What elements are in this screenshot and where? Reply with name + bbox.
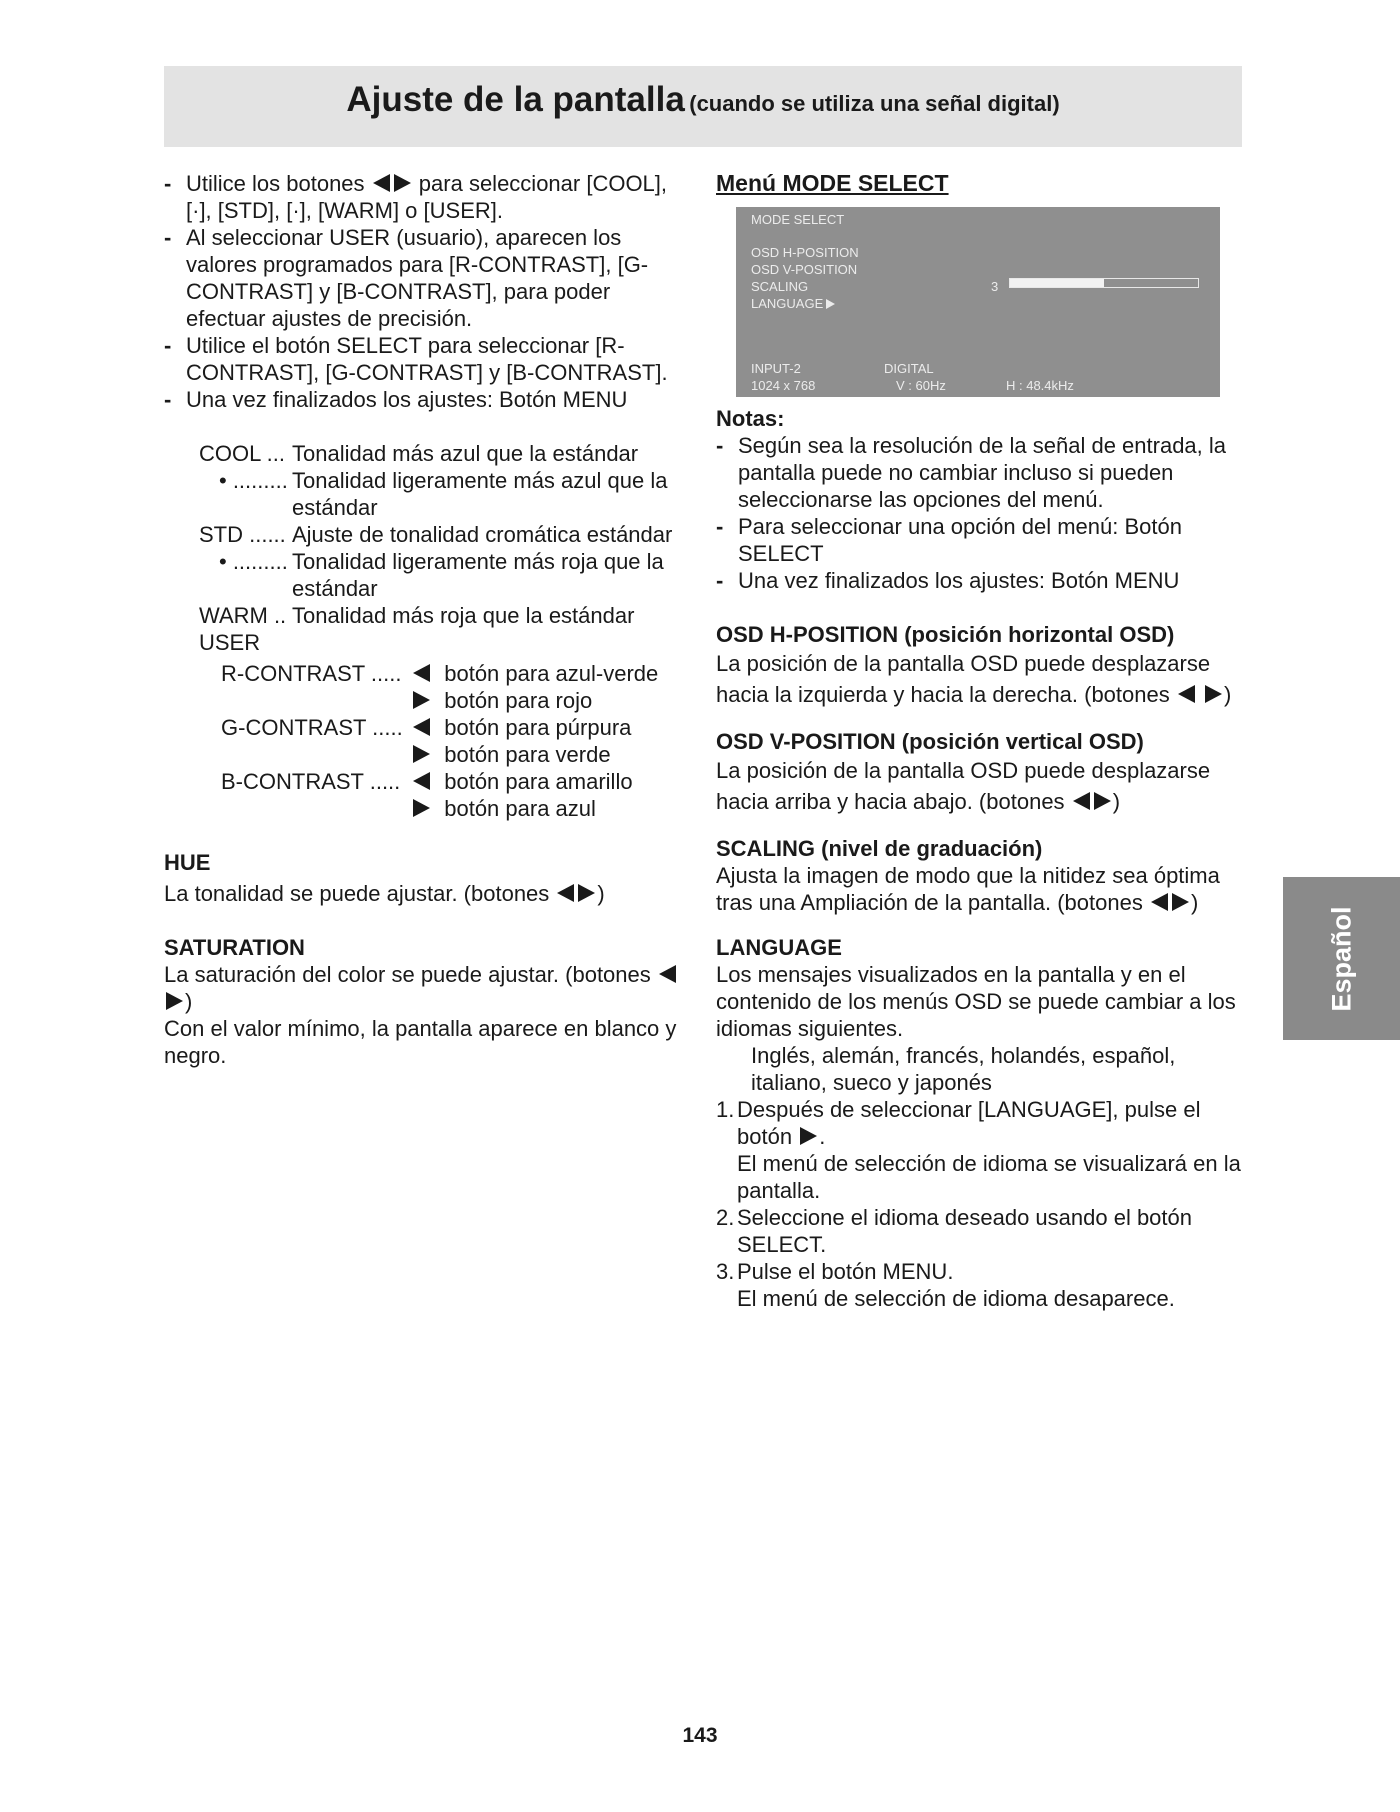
left-column (164, 170, 694, 1069)
hpos-heading: OSD H-POSITION (posición horizontal OSD) (716, 622, 1175, 647)
osd-item: SCALING (751, 279, 809, 294)
saturation-note: Con el valor mínimo, la pantalla aparece en blanco y negro. (164, 1016, 677, 1068)
osd-item: OSD V-POSITION (751, 262, 858, 277)
osd-title: MODE SELECT (751, 212, 845, 227)
right-arrow-icon (578, 884, 595, 902)
osd-item: LANGUAGE (751, 295, 859, 312)
left-arrow-icon (659, 965, 676, 983)
language-side-tab: Español (1283, 877, 1400, 1040)
left-arrow-icon (557, 884, 574, 902)
contrast-row: R-CONTRAST ..... botón para azul-verde (221, 661, 659, 686)
right-arrow-icon (413, 799, 430, 817)
language-heading: LANGUAGE (716, 935, 842, 960)
right-arrow-icon (394, 174, 411, 192)
left-arrow-icon (1073, 792, 1090, 810)
page-header (164, 66, 1242, 147)
note-item: - Según sea la resolución de la señal de entrada, la pantalla puede no cambiar incluso si pueden seleccionarse las opciones del menú. (716, 433, 1227, 512)
note-item: - Una vez finalizados los ajustes: Botón MENU (716, 568, 1180, 593)
osd-status: INPUT-2 DIGITAL 1024 x 768 V : 60Hz H : 48.4kHz (751, 361, 1074, 393)
bullet-item: - Una vez finalizados los ajustes: Botón MENU (164, 387, 628, 412)
bullet-item: - Al seleccionar USER (usuario), aparecen los valores programados para [R-CONTRAST], [G-CONTRAST] y [B-CONTRAST], para poder efectuar ajustes de precisión. (164, 225, 649, 331)
scaling-heading: SCALING (nivel de graduación) (716, 836, 1043, 861)
left-arrow-icon (413, 664, 430, 682)
tone-row: COOL ... Tonalidad más azul que la estándar (199, 441, 639, 466)
osd-scaling-bar (1009, 278, 1199, 288)
saturation-text: La saturación del color se puede ajustar. (botones ) (164, 961, 694, 1015)
language-list: Inglés, alemán, francés, holandés, español, italiano, sueco y japonés (751, 1043, 1176, 1095)
right-arrow-icon (1205, 685, 1222, 703)
left-arrow-icon (413, 772, 430, 790)
right-arrow-icon (413, 745, 430, 763)
osd-menu (751, 244, 859, 312)
osd-scaling-fill (1010, 279, 1104, 287)
bullet-item: - Utilice los botones para seleccionar [COOL], [·], [STD], [·], [WARM] o [USER]. (164, 171, 668, 223)
language-text: Los mensajes visualizados en la pantalla y en el contenido de los menús OSD se puede cambiar a los idiomas siguientes. (716, 962, 1236, 1041)
bullet-item: - Utilice el botón SELECT para seleccionar [R-CONTRAST], [G-CONTRAST] y [B-CONTRAST]. (164, 333, 668, 385)
hpos-text: La posición de la pantalla OSD puede desplazarse hacia la izquierda y hacia la derecha. (botones ) (716, 651, 1232, 707)
tone-row: • ......... Tonalidad ligeramente más azul que la estándar (219, 468, 668, 520)
page-subtitle: (cuando se utiliza una señal digital) (689, 91, 1060, 116)
osd-item: OSD H-POSITION (751, 245, 859, 260)
contrast-row: B-CONTRAST ..... botón para amarillo (221, 769, 633, 794)
tone-row: WARM .. Tonalidad más roja que la estándar (199, 603, 635, 628)
scaling-text: Ajusta la imagen de modo que la nitidez sea óptima tras una Ampliación de la pantalla. (botones ) (716, 863, 1220, 915)
osd-screen (736, 207, 1220, 397)
osd-scaling-value: 3 (991, 279, 999, 294)
vpos-text: La posición de la pantalla OSD puede desplazarse hacia arriba y hacia abajo. (botones ) (716, 758, 1211, 814)
hue-text: La tonalidad se puede ajustar. (botones ) (164, 881, 605, 906)
left-arrow-icon (1151, 893, 1168, 911)
left-arrow-icon (1178, 685, 1195, 703)
left-arrow-icon (413, 718, 430, 736)
vpos-heading: OSD V-POSITION (posición vertical OSD) (716, 729, 1144, 754)
right-arrow-icon (166, 992, 183, 1010)
tone-list (199, 440, 694, 656)
contrast-row: G-CONTRAST ..... botón para púrpura (221, 715, 632, 740)
submenu-arrow-icon (826, 299, 835, 309)
tone-row: STD ...... Ajuste de tonalidad cromática estándar (199, 522, 673, 547)
right-arrow-icon (1172, 893, 1189, 911)
step-item: 1. Después de seleccionar [LANGUAGE], pulse el botón . El menú de selección de idioma se visualizará en la pantalla. (716, 1097, 1241, 1203)
right-arrow-icon (800, 1127, 817, 1145)
user-label: USER (199, 630, 261, 655)
menu-title: Menú MODE SELECT (716, 170, 949, 196)
hue-heading: HUE (164, 850, 211, 875)
left-arrow-icon (373, 174, 390, 192)
right-arrow-icon (413, 691, 430, 709)
right-arrow-icon (1094, 792, 1111, 810)
right-column (716, 170, 1246, 1312)
page-title: Ajuste de la pantalla (346, 80, 685, 119)
step-item: 3. Pulse el botón MENU. El menú de selección de idioma desaparece. (716, 1259, 1175, 1311)
note-item: - Para seleccionar una opción del menú: Botón SELECT (716, 514, 1182, 566)
contrast-list: R-CONTRAST ..... botón para azul-verde botón para rojo G-CONTRAST ..... botón para púrpura botón para verde B-CONTRAST ..... botón para amarillo botón para azul (221, 660, 694, 822)
step-item: 2. Seleccione el idioma deseado usando el botón SELECT. (716, 1205, 1192, 1257)
notes-heading: Notas: (716, 406, 785, 431)
saturation-heading: SATURATION (164, 935, 305, 960)
tone-row: • ......... Tonalidad ligeramente más roja que la estándar (219, 549, 664, 601)
page-number: 143 (682, 1724, 718, 1747)
